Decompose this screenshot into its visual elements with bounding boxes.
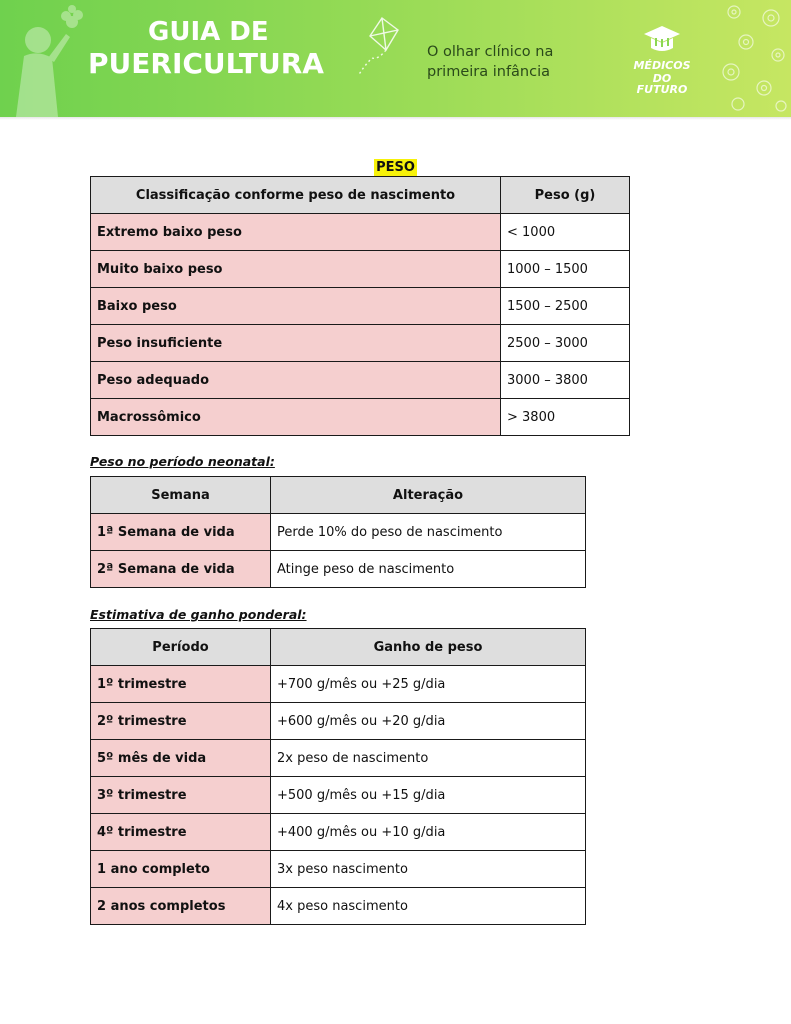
neonatal-weight-table bbox=[90, 476, 586, 588]
period-cell: 2º trimestre bbox=[91, 703, 271, 740]
kite-icon bbox=[352, 16, 402, 86]
gain-cell: 4x peso nascimento bbox=[271, 888, 586, 925]
classification-cell: Peso insuficiente bbox=[91, 325, 501, 362]
logo-line2: DO FUTURO bbox=[636, 72, 688, 96]
classification-cell: Peso adequado bbox=[91, 362, 501, 399]
header-banner bbox=[0, 0, 791, 117]
gain-cell: +700 g/mês ou +25 g/dia bbox=[271, 666, 586, 703]
column-header: Peso (g) bbox=[501, 177, 630, 214]
period-cell: 5º mês de vida bbox=[91, 740, 271, 777]
subtitle-line1: O olhar clínico na bbox=[427, 44, 554, 60]
week-cell: 2ª Semana de vida bbox=[91, 551, 271, 588]
birth-weight-table bbox=[90, 176, 630, 436]
table-row bbox=[91, 851, 586, 888]
weight-cell: < 1000 bbox=[501, 214, 630, 251]
guide-title bbox=[88, 18, 338, 80]
neonatal-weight-subheading: Peso no período neonatal: bbox=[90, 454, 275, 469]
table-row bbox=[91, 251, 630, 288]
weight-cell: 3000 – 3800 bbox=[501, 362, 630, 399]
table-row bbox=[91, 666, 586, 703]
table-row bbox=[91, 214, 630, 251]
period-cell: 4º trimestre bbox=[91, 814, 271, 851]
weight-cell: 1000 – 1500 bbox=[501, 251, 630, 288]
gain-cell: 2x peso de nascimento bbox=[271, 740, 586, 777]
logo-line1: MÉDICOS bbox=[633, 59, 691, 72]
table-header-row bbox=[91, 629, 586, 666]
table-row bbox=[91, 703, 586, 740]
guide-subtitle bbox=[427, 42, 597, 83]
guide-title-line2: PUERICULTURA bbox=[88, 46, 324, 80]
column-header: Ganho de peso bbox=[271, 629, 586, 666]
gain-cell: +600 g/mês ou +20 g/dia bbox=[271, 703, 586, 740]
classification-cell: Extremo baixo peso bbox=[91, 214, 501, 251]
classification-cell: Baixo peso bbox=[91, 288, 501, 325]
medicos-do-futuro-logo bbox=[632, 24, 692, 95]
table-row bbox=[91, 288, 630, 325]
table-row bbox=[91, 362, 630, 399]
column-header: Alteração bbox=[271, 477, 586, 514]
table-row bbox=[91, 514, 586, 551]
table-row bbox=[91, 551, 586, 588]
change-cell: Atinge peso de nascimento bbox=[271, 551, 586, 588]
section-title bbox=[0, 156, 791, 175]
classification-cell: Muito baixo peso bbox=[91, 251, 501, 288]
week-cell: 1ª Semana de vida bbox=[91, 514, 271, 551]
weight-gain-subheading: Estimativa de ganho ponderal: bbox=[90, 607, 307, 622]
period-cell: 2 anos completos bbox=[91, 888, 271, 925]
weight-cell: 2500 – 3000 bbox=[501, 325, 630, 362]
table-header-row bbox=[91, 177, 630, 214]
section-title-text: PESO bbox=[376, 160, 415, 175]
subtitle-line2: primeira infância bbox=[427, 64, 551, 81]
period-cell: 3º trimestre bbox=[91, 777, 271, 814]
guide-title-line1: GUIA DE bbox=[148, 17, 269, 47]
banner-shadow bbox=[0, 117, 791, 120]
weight-gain-table bbox=[90, 628, 586, 925]
table-row bbox=[91, 325, 630, 362]
weight-cell: 1500 – 2500 bbox=[501, 288, 630, 325]
period-cell: 1 ano completo bbox=[91, 851, 271, 888]
gain-cell: 3x peso nascimento bbox=[271, 851, 586, 888]
column-header: Período bbox=[91, 629, 271, 666]
graduation-cap-icon bbox=[642, 24, 682, 54]
table-row bbox=[91, 814, 586, 851]
gain-cell: +500 g/mês ou +15 g/dia bbox=[271, 777, 586, 814]
weight-cell: > 3800 bbox=[501, 399, 630, 436]
table-header-row bbox=[91, 477, 586, 514]
classification-cell: Macrossômico bbox=[91, 399, 501, 436]
table-row bbox=[91, 888, 586, 925]
flowers-decoration-icon bbox=[716, 0, 791, 117]
table-row bbox=[91, 399, 630, 436]
column-header: Semana bbox=[91, 477, 271, 514]
table-row bbox=[91, 740, 586, 777]
table-row bbox=[91, 777, 586, 814]
period-cell: 1º trimestre bbox=[91, 666, 271, 703]
change-cell: Perde 10% do peso de nascimento bbox=[271, 514, 586, 551]
gain-cell: +400 g/mês ou +10 g/dia bbox=[271, 814, 586, 851]
column-header: Classificação conforme peso de nascimento bbox=[91, 177, 501, 214]
